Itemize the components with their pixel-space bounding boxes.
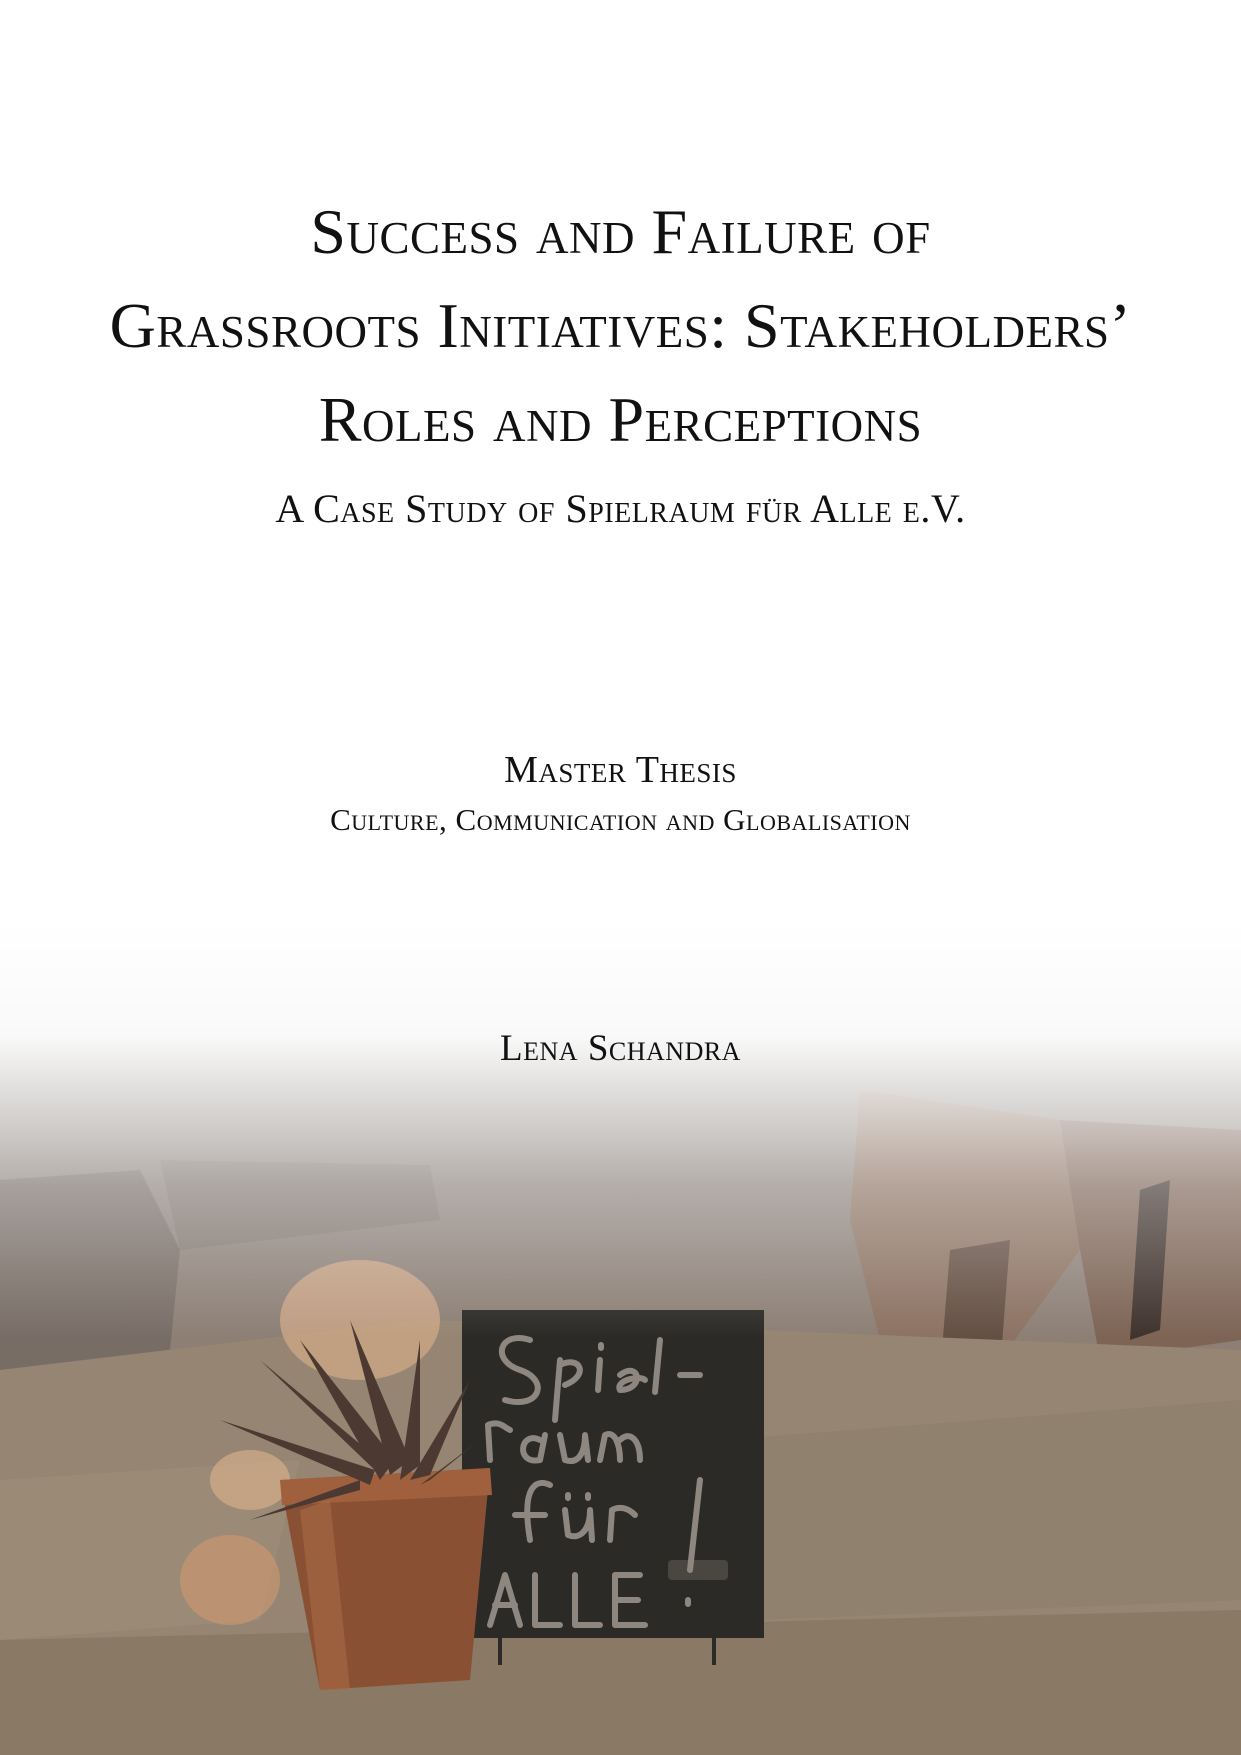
title-line-3: Roles and Perceptions [318,384,923,455]
title-line-2: Grassroots Initiatives: Stakeholders’ [109,290,1132,361]
thesis-title [0,185,1241,467]
author-name: Lena Schandra [500,1028,741,1069]
study-program: Culture, Communication and Globalisation [330,802,911,837]
title-line-1: Success and Failure of [310,196,931,267]
thesis-subtitle: A Case Study of Spielraum für Alle e.V. [275,486,966,531]
thesis-type: Master Thesis [504,749,737,791]
